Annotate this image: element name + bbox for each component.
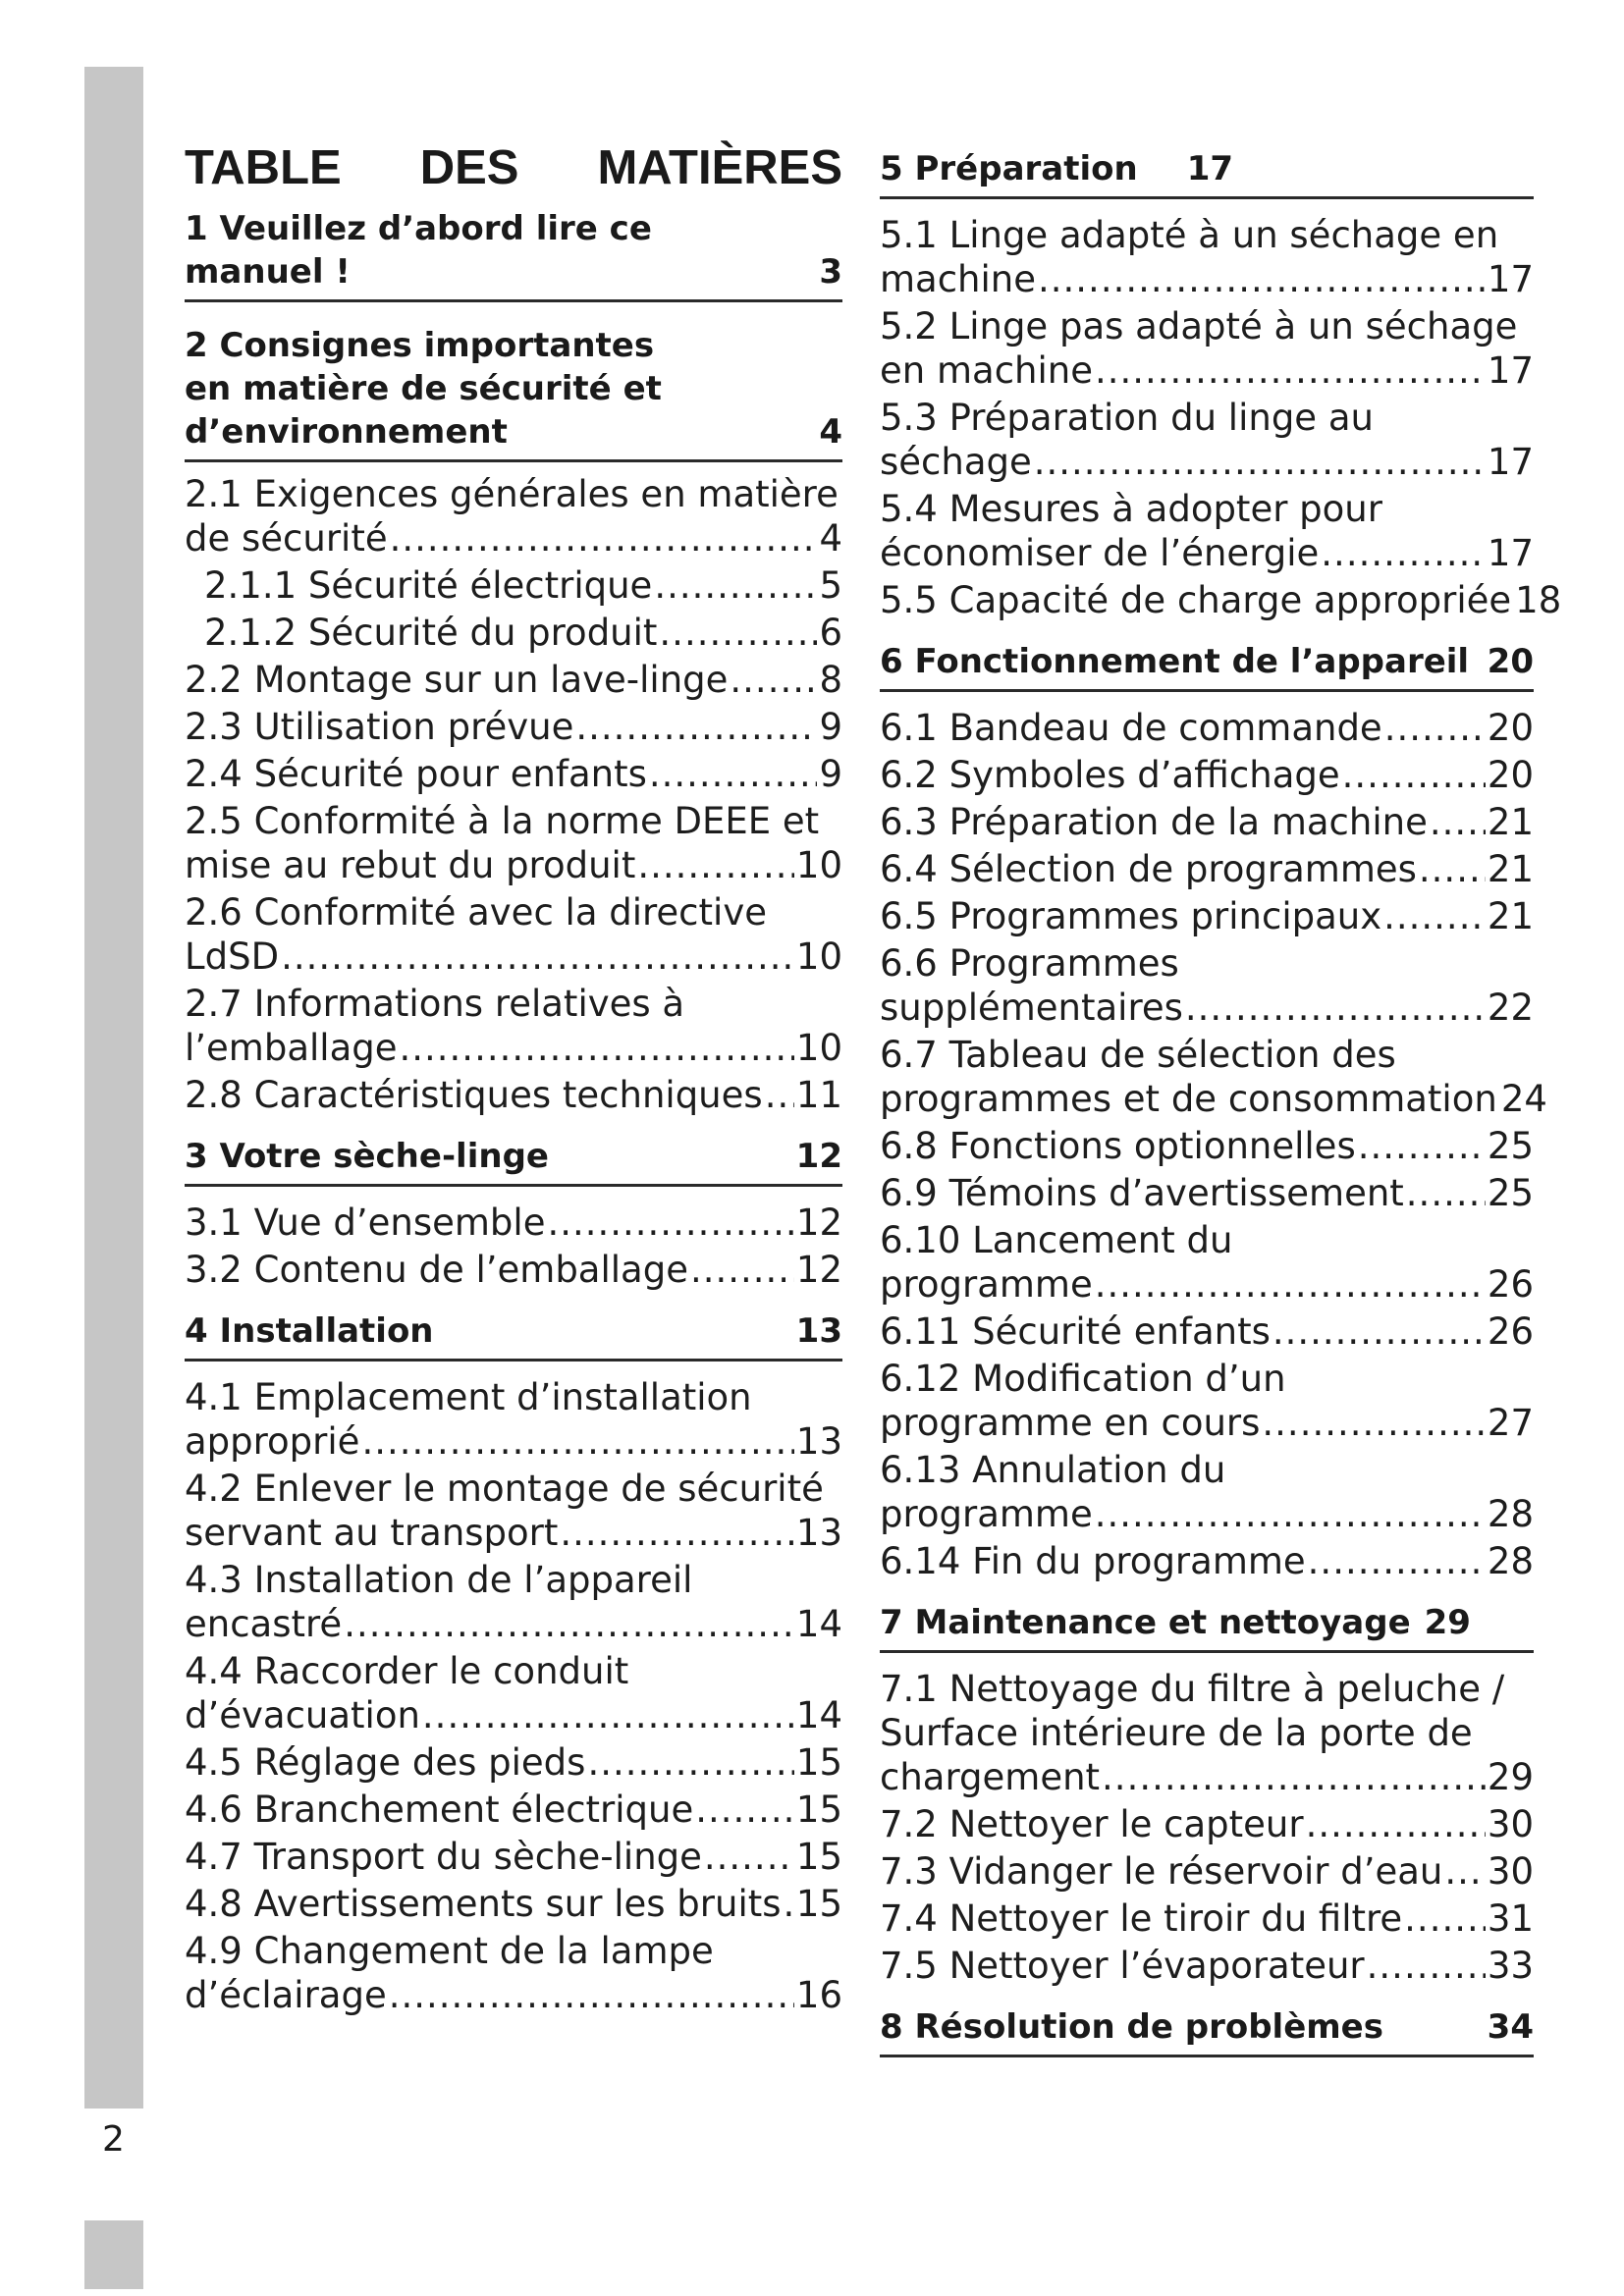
toc-entry-page: 10 bbox=[795, 935, 842, 978]
toc-entry-page: 17 bbox=[1487, 349, 1534, 392]
toc-entry-page: 11 bbox=[795, 1074, 842, 1116]
toc-entry-label: d’évacuation bbox=[185, 1694, 420, 1736]
toc-entry-label: 6.2 Symboles d’affichage bbox=[880, 754, 1340, 796]
toc-entry-line: 5.2 Linge pas adapté à un séchage bbox=[880, 305, 1518, 347]
section-2-title-line2: en matière de sécurité et bbox=[185, 369, 662, 408]
toc-entry-label: programmes et de consommation bbox=[880, 1078, 1497, 1120]
toc-entry[interactable] bbox=[185, 1201, 842, 1245]
toc-entry-label: encastré bbox=[185, 1603, 343, 1645]
toc-entry[interactable] bbox=[880, 1218, 1534, 1307]
toc-left-column bbox=[185, 140, 842, 2035]
toc-entry[interactable] bbox=[185, 472, 842, 561]
toc-entry[interactable] bbox=[880, 1896, 1534, 1941]
toc-entry-line: 5.4 Mesures à adopter pour bbox=[880, 488, 1382, 530]
toc-entry[interactable] bbox=[880, 396, 1534, 484]
toc-entry-page: 15 bbox=[795, 1883, 842, 1925]
toc-entry-page: 18 bbox=[1515, 579, 1562, 621]
toc-entry-page: 21 bbox=[1487, 895, 1534, 937]
toc-entry-line: Surface intérieure de la porte de bbox=[880, 1712, 1473, 1754]
toc-entry-page: 15 bbox=[795, 1741, 842, 1784]
toc-entry-label: 6.9 Témoins d’avertissement bbox=[880, 1172, 1404, 1214]
toc-entry[interactable] bbox=[880, 1539, 1534, 1583]
toc-entry[interactable] bbox=[880, 1667, 1534, 1799]
toc-entry-line: 4.3 Installation de l’appareil bbox=[185, 1559, 693, 1601]
leader-dots bbox=[1430, 800, 1486, 844]
toc-entry[interactable] bbox=[880, 304, 1534, 393]
section-5-entries bbox=[880, 213, 1562, 622]
toc-section-2[interactable] bbox=[185, 324, 842, 462]
toc-entry[interactable] bbox=[185, 1882, 842, 1926]
leader-dots bbox=[1406, 1171, 1486, 1215]
toc-entry-page: 17 bbox=[1487, 258, 1534, 300]
side-gray-tab bbox=[84, 2220, 143, 2289]
toc-entry-line: 4.1 Emplacement d’installation bbox=[185, 1376, 752, 1418]
toc-entry[interactable] bbox=[880, 753, 1534, 797]
leader-dots bbox=[654, 563, 817, 608]
section-3-entries bbox=[185, 1201, 842, 1292]
toc-entry-label: approprié bbox=[185, 1420, 360, 1463]
toc-entry-page: 14 bbox=[795, 1603, 842, 1645]
toc-entry[interactable] bbox=[880, 1944, 1534, 1988]
toc-entry-label: 3.2 Contenu de l’emballage bbox=[185, 1249, 688, 1291]
leader-dots bbox=[1034, 440, 1486, 484]
toc-entry-page: 10 bbox=[795, 1027, 842, 1069]
toc-entry-label: mise au rebut du produit bbox=[185, 844, 636, 886]
toc-entry-line: 6.6 Programmes bbox=[880, 942, 1179, 985]
toc-entry-label: 7.5 Nettoyer l’évaporateur bbox=[880, 1945, 1365, 1987]
toc-entry-page: 30 bbox=[1487, 1803, 1534, 1845]
toc-entry-label: chargement bbox=[880, 1756, 1101, 1798]
toc-entry-label: séchage bbox=[880, 441, 1032, 483]
toc-entry-label: 7.4 Nettoyer le tiroir du filtre bbox=[880, 1897, 1403, 1940]
leader-dots bbox=[560, 1511, 794, 1555]
leader-dots bbox=[1419, 847, 1486, 891]
toc-entry-page: 25 bbox=[1487, 1172, 1534, 1214]
leader-dots bbox=[422, 1693, 794, 1737]
toc-entry[interactable] bbox=[880, 941, 1534, 1030]
toc-entry-page: 26 bbox=[1487, 1263, 1534, 1306]
toc-entry-page: 17 bbox=[1487, 441, 1534, 483]
toc-entry-page: 24 bbox=[1500, 1078, 1547, 1120]
leader-dots bbox=[344, 1602, 794, 1646]
leader-dots bbox=[765, 1073, 794, 1117]
toc-entry-page: 4 bbox=[819, 517, 842, 560]
toc-entry[interactable] bbox=[185, 1788, 842, 1832]
leader-dots bbox=[690, 1248, 794, 1292]
toc-entry[interactable] bbox=[880, 1357, 1534, 1445]
section-6-entries bbox=[880, 706, 1547, 1583]
leader-dots bbox=[784, 1882, 794, 1926]
toc-entry-page: 28 bbox=[1487, 1540, 1534, 1582]
leader-dots bbox=[575, 705, 817, 749]
toc-entry[interactable] bbox=[880, 1309, 1534, 1354]
toc-entry[interactable] bbox=[880, 706, 1534, 750]
toc-entry-page: 13 bbox=[795, 1420, 842, 1463]
toc-entry-line: 4.2 Enlever le montage de sécurité bbox=[185, 1468, 824, 1510]
toc-section-6[interactable] bbox=[880, 640, 1534, 692]
toc-entry[interactable] bbox=[880, 213, 1534, 301]
toc-entry-page: 17 bbox=[1487, 532, 1534, 574]
toc-entry-label: machine bbox=[880, 258, 1037, 300]
toc-entry-page: 29 bbox=[1487, 1756, 1534, 1798]
leader-dots bbox=[1383, 894, 1486, 938]
leader-dots bbox=[1272, 1309, 1486, 1354]
toc-entry[interactable] bbox=[880, 578, 1562, 622]
toc-entry-page: 13 bbox=[795, 1512, 842, 1554]
toc-entry[interactable] bbox=[880, 1802, 1534, 1846]
toc-entry-line: 2.5 Conformité à la norme DEEE et bbox=[185, 800, 820, 842]
section-1-page: 3 bbox=[819, 252, 842, 292]
side-gray-bar bbox=[84, 67, 143, 2109]
section-1-title-line1: 1 Veuillez d’abord lire ce bbox=[185, 209, 652, 248]
section-7-title: 7 Maintenance et nettoyage bbox=[880, 1603, 1411, 1642]
toc-entry-page: 8 bbox=[819, 659, 842, 701]
section-2-entries bbox=[185, 472, 842, 1117]
toc-entry-line: 5.1 Linge adapté à un séchage en bbox=[880, 214, 1499, 256]
leader-dots bbox=[1262, 1401, 1486, 1445]
leader-dots bbox=[361, 1419, 793, 1464]
leader-dots bbox=[1095, 1492, 1486, 1536]
section-6-title: 6 Fonctionnement de l’appareil bbox=[880, 642, 1470, 681]
toc-entry-page: 28 bbox=[1487, 1493, 1534, 1535]
page-title bbox=[185, 140, 842, 195]
section-7-page: 29 bbox=[1424, 1603, 1471, 1642]
toc-entry-page: 9 bbox=[819, 706, 842, 748]
toc-entry-label: l’emballage bbox=[185, 1027, 398, 1069]
toc-entry-label: 2.1.1 Sécurité électrique bbox=[204, 564, 653, 607]
section-2-title-line1: 2 Consignes importantes bbox=[185, 326, 655, 365]
toc-entry-label: servant au transport bbox=[185, 1512, 559, 1554]
toc-entry-label: en machine bbox=[880, 349, 1093, 392]
toc-entry-page: 15 bbox=[795, 1789, 842, 1831]
toc-entry-page: 12 bbox=[795, 1249, 842, 1291]
leader-dots bbox=[1038, 257, 1486, 301]
toc-entry-label: 4.6 Branchement électrique bbox=[185, 1789, 694, 1831]
toc-entry-label: 3.1 Vue d’ensemble bbox=[185, 1201, 546, 1244]
toc-entry-label: de sécurité bbox=[185, 517, 388, 560]
leader-dots bbox=[1367, 1944, 1486, 1988]
leader-dots bbox=[1404, 1896, 1486, 1941]
toc-entry[interactable] bbox=[880, 1448, 1534, 1536]
leader-dots bbox=[547, 1201, 793, 1245]
toc-entry-label: 6.4 Sélection de programmes bbox=[880, 848, 1417, 890]
section-6-page: 20 bbox=[1487, 642, 1534, 681]
section-2-page: 4 bbox=[819, 412, 842, 452]
section-8-page: 34 bbox=[1487, 2007, 1534, 2047]
toc-entry[interactable] bbox=[880, 1171, 1534, 1215]
leader-dots bbox=[281, 934, 794, 979]
toc-entry-label: 4.7 Transport du sèche-linge bbox=[185, 1836, 702, 1878]
toc-entry-page: 25 bbox=[1487, 1125, 1534, 1167]
toc-entry[interactable] bbox=[880, 1124, 1534, 1168]
toc-entry-label: économiser de l’énergie bbox=[880, 532, 1320, 574]
toc-entry-label: 2.1.2 Sécurité du produit bbox=[204, 612, 658, 654]
toc-entry[interactable] bbox=[185, 1929, 842, 2017]
toc-entry[interactable] bbox=[185, 1467, 842, 1555]
section-4-title: 4 Installation bbox=[185, 1311, 434, 1351]
toc-entry-line: 2.7 Informations relatives à bbox=[185, 983, 685, 1025]
toc-entry-line: 4.4 Raccorder le conduit bbox=[185, 1650, 629, 1692]
toc-entry-page: 20 bbox=[1487, 707, 1534, 749]
toc-entry[interactable] bbox=[185, 982, 842, 1070]
leader-dots bbox=[1308, 1539, 1486, 1583]
toc-entry-page: 14 bbox=[795, 1694, 842, 1736]
toc-section-3[interactable] bbox=[185, 1135, 842, 1187]
leader-dots bbox=[1342, 753, 1486, 797]
toc-section-4[interactable] bbox=[185, 1309, 842, 1362]
toc-entry-page: 16 bbox=[795, 1974, 842, 2016]
toc-entry[interactable] bbox=[880, 1033, 1547, 1121]
toc-entry-page: 20 bbox=[1487, 754, 1534, 796]
toc-entry-page: 21 bbox=[1487, 801, 1534, 843]
toc-entry[interactable] bbox=[185, 1375, 842, 1464]
toc-entry-line: 6.7 Tableau de sélection des bbox=[880, 1034, 1396, 1076]
toc-entry-label: d’éclairage bbox=[185, 1974, 387, 2016]
section-5-title: 5 Préparation bbox=[880, 149, 1138, 188]
toc-entry-page: 27 bbox=[1487, 1402, 1534, 1444]
toc-entry[interactable] bbox=[185, 1649, 842, 1737]
toc-entry-label: 2.4 Sécurité pour enfants bbox=[185, 753, 647, 795]
leader-dots bbox=[1306, 1802, 1486, 1846]
leader-dots bbox=[704, 1835, 794, 1879]
leader-dots bbox=[1444, 1849, 1486, 1894]
toc-entry-label: 6.8 Fonctions optionnelles bbox=[880, 1125, 1356, 1167]
toc-entry[interactable] bbox=[880, 800, 1534, 844]
toc-entry[interactable] bbox=[185, 705, 842, 749]
toc-entry-page: 5 bbox=[819, 564, 842, 607]
toc-entry-line: 5.3 Préparation du linge au bbox=[880, 397, 1374, 439]
toc-entry[interactable] bbox=[185, 752, 842, 796]
toc-entry-line: 2.1 Exigences générales en matière bbox=[185, 473, 839, 515]
toc-entry-page: 12 bbox=[795, 1201, 842, 1244]
leader-dots bbox=[637, 843, 794, 887]
toc-entry-label: 2.8 Caractéristiques techniques bbox=[185, 1074, 763, 1116]
toc-entry-label: 2.2 Montage sur un lave-linge bbox=[185, 659, 729, 701]
title-word-2: DES bbox=[419, 141, 519, 194]
section-1-title-line2: manuel ! bbox=[185, 252, 351, 292]
toc-entry-label: 7.2 Nettoyer le capteur bbox=[880, 1803, 1304, 1845]
toc-entry-label: 6.3 Préparation de la machine bbox=[880, 801, 1428, 843]
toc-entry-label: 6.1 Bandeau de commande bbox=[880, 707, 1382, 749]
section-8-title: 8 Résolution de problèmes bbox=[880, 2007, 1383, 2047]
leader-dots bbox=[1095, 1262, 1486, 1307]
leader-dots bbox=[659, 611, 817, 655]
section-2-title-line3: d’environnement bbox=[185, 412, 508, 452]
toc-entry[interactable] bbox=[185, 1740, 842, 1785]
toc-entry-label: 4.5 Réglage des pieds bbox=[185, 1741, 586, 1784]
toc-entry-line: 4.9 Changement de la lampe bbox=[185, 1930, 714, 1972]
toc-entry-label: 6.14 Fin du programme bbox=[880, 1540, 1306, 1582]
leader-dots bbox=[1185, 986, 1486, 1030]
toc-entry-page: 21 bbox=[1487, 848, 1534, 890]
toc-entry-label: 6.5 Programmes principaux bbox=[880, 895, 1382, 937]
toc-entry-page: 15 bbox=[795, 1836, 842, 1878]
toc-entry-page: 33 bbox=[1487, 1945, 1534, 1987]
toc-entry[interactable] bbox=[185, 890, 842, 979]
toc-entry-page: 31 bbox=[1487, 1897, 1534, 1940]
section-7-entries bbox=[880, 1667, 1534, 1988]
toc-entry[interactable] bbox=[185, 658, 842, 702]
section-3-title: 3 Votre sèche-linge bbox=[185, 1137, 549, 1176]
leader-dots bbox=[390, 516, 818, 561]
leader-dots bbox=[1095, 348, 1486, 393]
toc-entry-line: 6.13 Annulation du bbox=[880, 1449, 1226, 1491]
toc-right-column bbox=[880, 147, 1562, 2071]
toc-entry[interactable] bbox=[880, 894, 1534, 938]
toc-section-5[interactable] bbox=[880, 147, 1534, 199]
toc-entry[interactable] bbox=[185, 1248, 842, 1292]
toc-entry[interactable] bbox=[185, 563, 842, 608]
section-3-page: 12 bbox=[795, 1137, 842, 1176]
toc-entry-page: 9 bbox=[819, 753, 842, 795]
leader-dots bbox=[1358, 1124, 1486, 1168]
toc-entry-label: programme en cours bbox=[880, 1402, 1261, 1444]
page-number: 2 bbox=[102, 2119, 125, 2160]
leader-dots bbox=[389, 1973, 794, 2017]
toc-entry-label: programme bbox=[880, 1493, 1093, 1535]
toc-entry[interactable] bbox=[185, 611, 842, 655]
toc-entry-label: programme bbox=[880, 1263, 1093, 1306]
toc-entry-line: 6.12 Modification d’un bbox=[880, 1358, 1286, 1400]
toc-section-7[interactable] bbox=[880, 1601, 1534, 1653]
toc-section-1[interactable] bbox=[185, 207, 842, 302]
toc-entry-label: 6.11 Sécurité enfants bbox=[880, 1310, 1271, 1353]
toc-entry-label: LdSD bbox=[185, 935, 280, 978]
toc-entry[interactable] bbox=[185, 1558, 842, 1646]
leader-dots bbox=[1321, 531, 1486, 575]
toc-entry[interactable] bbox=[880, 847, 1534, 891]
toc-entry[interactable] bbox=[185, 1835, 842, 1879]
title-word-3: MATIÈRES bbox=[597, 141, 842, 194]
toc-entry-label: 4.8 Avertissements sur les bruits bbox=[185, 1883, 782, 1925]
leader-dots bbox=[400, 1026, 794, 1070]
toc-entry[interactable] bbox=[880, 487, 1534, 575]
toc-entry-label: supplémentaires bbox=[880, 987, 1183, 1029]
toc-entry-label: 5.5 Capacité de charge appropriée bbox=[880, 579, 1512, 621]
toc-entry-page: 10 bbox=[795, 844, 842, 886]
section-4-entries bbox=[185, 1375, 842, 2017]
toc-entry[interactable] bbox=[185, 1073, 842, 1117]
toc-entry[interactable] bbox=[185, 799, 842, 887]
toc-entry-label: 2.3 Utilisation prévue bbox=[185, 706, 574, 748]
toc-entry-page: 6 bbox=[819, 612, 842, 654]
section-5-page: 17 bbox=[1186, 149, 1234, 188]
toc-entry-page: 30 bbox=[1487, 1850, 1534, 1893]
leader-dots bbox=[730, 658, 817, 702]
leader-dots bbox=[1102, 1755, 1486, 1799]
title-word-1: TABLE bbox=[185, 141, 342, 194]
toc-entry-line: 7.1 Nettoyage du filtre à peluche / bbox=[880, 1668, 1505, 1710]
leader-dots bbox=[587, 1740, 793, 1785]
toc-entry-page: 26 bbox=[1487, 1310, 1534, 1353]
toc-entry-line: 2.6 Conformité avec la directive bbox=[185, 891, 767, 934]
toc-entry-label: 7.3 Vidanger le réservoir d’eau bbox=[880, 1850, 1443, 1893]
toc-entry[interactable] bbox=[880, 1849, 1534, 1894]
leader-dots bbox=[649, 752, 818, 796]
toc-section-8[interactable] bbox=[880, 2005, 1534, 2057]
leader-dots bbox=[695, 1788, 794, 1832]
toc-entry-page: 22 bbox=[1487, 987, 1534, 1029]
toc-entry-line: 6.10 Lancement du bbox=[880, 1219, 1233, 1261]
leader-dots bbox=[1384, 706, 1486, 750]
section-4-page: 13 bbox=[795, 1311, 842, 1351]
